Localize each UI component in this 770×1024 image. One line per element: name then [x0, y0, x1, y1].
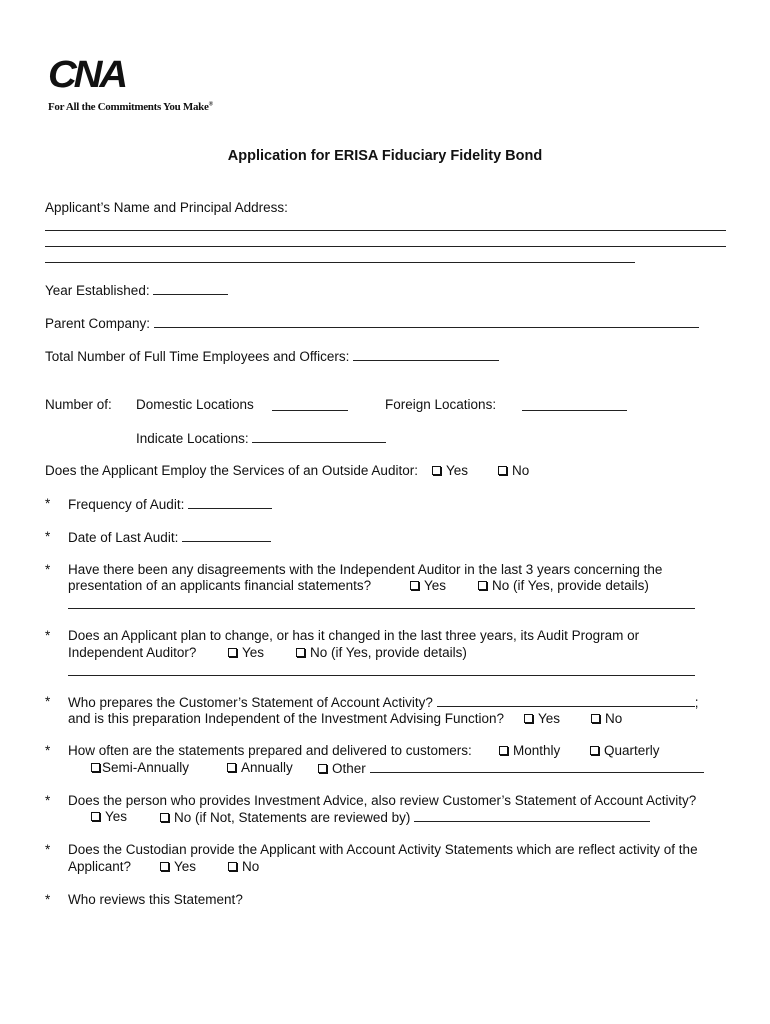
employees-label: Total Number of Full Time Employees and Officers:: [45, 349, 350, 364]
year-established-row: [45, 282, 228, 298]
audit-change-question-line-2: Independent Auditor?: [68, 645, 197, 660]
frequency-label: Frequency of Audit:: [68, 497, 185, 512]
frequency-field[interactable]: [188, 496, 272, 509]
checkbox-icon[interactable]: [499, 746, 508, 755]
employees-field[interactable]: [353, 348, 499, 361]
form-title: Application for ERISA Fiduciary Fidelity Bond: [227, 148, 543, 164]
domestic-locations-field[interactable]: [272, 398, 348, 411]
checkbox-icon[interactable]: [91, 812, 100, 821]
frequency-monthly[interactable]: [499, 743, 560, 758]
bullet-asterisk: *: [45, 892, 51, 907]
foreign-locations-label: Foreign Locations:: [385, 397, 497, 412]
yes-label: Yes: [538, 711, 561, 726]
outside-auditor-question: Does the Applicant Employ the Services of an Outside Auditor:: [45, 463, 418, 478]
checkbox-icon[interactable]: [296, 648, 305, 657]
bullet-asterisk: *: [45, 496, 51, 511]
how-often-question: How often are the statements prepared and delivered to customers:: [68, 743, 472, 758]
prepares-label: Who prepares the Customer’s Statement of Account Activity?: [68, 695, 433, 710]
no-label: No: [242, 859, 260, 874]
prepares-question-line-1: [68, 694, 698, 710]
audit-change-question-line-1: Does an Applicant plan to change, or has it changed in the last three years, its Audit Program or: [68, 628, 640, 643]
independent-yes[interactable]: [524, 711, 560, 726]
disagreement-question-line-1: Have there been any disagreements with the Independent Auditor in the last 3 years concerning the: [68, 562, 663, 577]
domestic-locations-label: Domestic Locations: [136, 397, 254, 412]
independent-no[interactable]: [591, 711, 622, 726]
tagline-text: For All the Commitments You Make: [48, 101, 209, 113]
applicant-address-line-1[interactable]: [45, 230, 726, 231]
parent-company-field[interactable]: [154, 315, 699, 328]
outside-auditor-yes[interactable]: [432, 463, 468, 478]
bullet-asterisk: *: [45, 628, 51, 643]
no-details-label: No (if Yes, provide details): [310, 645, 467, 660]
bullet-asterisk: *: [45, 793, 51, 808]
checkbox-icon[interactable]: [524, 714, 533, 723]
semi-annually-label: Semi-Annually: [102, 760, 190, 775]
company-tagline: [48, 101, 213, 113]
audit-change-no[interactable]: [296, 645, 467, 660]
checkbox-icon[interactable]: [590, 746, 599, 755]
monthly-label: Monthly: [513, 743, 561, 758]
prepares-semicolon: ;: [694, 695, 699, 710]
year-established-field[interactable]: [153, 282, 228, 295]
reviewed-by-field[interactable]: [414, 809, 650, 822]
audit-change-yes[interactable]: [228, 645, 264, 660]
indicate-locations-label: Indicate Locations:: [136, 431, 249, 446]
indicate-locations-row: [136, 430, 386, 446]
custodian-question-line-1: Does the Custodian provide the Applicant with Account Activity Statements which are reflect activity of the: [68, 842, 698, 857]
custodian-no[interactable]: [228, 859, 259, 874]
disagreement-yes[interactable]: [410, 578, 446, 593]
no-details-label: No (if Yes, provide details): [492, 578, 649, 593]
bullet-asterisk: *: [45, 529, 51, 544]
checkbox-icon[interactable]: [228, 862, 237, 871]
checkbox-icon[interactable]: [410, 581, 419, 590]
frequency-annually[interactable]: [227, 760, 293, 775]
employees-row: [45, 348, 499, 364]
prepares-field[interactable]: [437, 694, 695, 707]
parent-company-label: Parent Company:: [45, 316, 151, 331]
frequency-quarterly[interactable]: [590, 743, 660, 758]
no-label: No: [605, 711, 623, 726]
last-audit-label: Date of Last Audit:: [68, 530, 179, 545]
advice-question: Does the person who provides Investment Advice, also review Customer’s Statement of Account Activity?: [68, 793, 697, 808]
checkbox-icon[interactable]: [227, 763, 236, 772]
checkbox-icon[interactable]: [160, 813, 169, 822]
parent-company-row: [45, 315, 699, 331]
checkbox-icon[interactable]: [498, 466, 507, 475]
audit-change-details-line[interactable]: [68, 675, 695, 676]
no-reviewed-by-label: No (if Not, Statements are reviewed by): [174, 810, 411, 825]
checkbox-icon[interactable]: [91, 763, 100, 772]
yes-label: Yes: [105, 809, 128, 824]
custodian-question-line-2: Applicant?: [68, 859, 132, 874]
year-established-label: Year Established:: [45, 283, 150, 298]
no-label: No: [512, 463, 530, 478]
disagreement-no[interactable]: [478, 578, 649, 593]
frequency-row: [68, 496, 272, 512]
disagreement-question-line-2: presentation of an applicants financial statements?: [68, 578, 372, 593]
frequency-other[interactable]: [318, 760, 704, 776]
outside-auditor-no[interactable]: [498, 463, 529, 478]
quarterly-label: Quarterly: [604, 743, 660, 758]
checkbox-icon[interactable]: [478, 581, 487, 590]
indicate-locations-field[interactable]: [252, 430, 386, 443]
foreign-locations-field[interactable]: [522, 398, 627, 411]
number-of-label: Number of:: [45, 397, 112, 412]
other-field[interactable]: [370, 760, 704, 773]
other-label: Other: [332, 761, 366, 776]
checkbox-icon[interactable]: [160, 862, 169, 871]
yes-label: Yes: [446, 463, 469, 478]
advice-no[interactable]: [160, 809, 650, 825]
applicant-address-line-3[interactable]: [45, 262, 635, 263]
bullet-asterisk: *: [45, 743, 51, 758]
bullet-asterisk: *: [45, 842, 51, 857]
cna-logo: CNA: [48, 54, 125, 96]
applicant-label: Applicant’s Name and Principal Address:: [45, 200, 288, 215]
advice-yes[interactable]: [91, 809, 127, 824]
disagreement-details-line[interactable]: [68, 608, 695, 609]
prepares-question-line-2: and is this preparation Independent of the Investment Advising Function?: [68, 711, 505, 726]
custodian-yes[interactable]: [160, 859, 196, 874]
bullet-asterisk: *: [45, 562, 51, 577]
checkbox-icon[interactable]: [432, 466, 441, 475]
last-audit-row: [68, 529, 271, 545]
annually-label: Annually: [241, 760, 293, 775]
last-audit-field[interactable]: [182, 529, 271, 542]
checkbox-icon[interactable]: [591, 714, 600, 723]
who-reviews-question: Who reviews this Statement?: [68, 892, 243, 907]
checkbox-icon[interactable]: [228, 648, 237, 657]
checkbox-icon[interactable]: [318, 764, 327, 773]
bullet-asterisk: *: [45, 694, 51, 709]
yes-label: Yes: [174, 859, 197, 874]
yes-label: Yes: [242, 645, 265, 660]
yes-label: Yes: [424, 578, 447, 593]
applicant-address-line-2[interactable]: [45, 246, 726, 247]
frequency-semi-annually[interactable]: [91, 760, 189, 775]
registered-mark: ®: [208, 101, 213, 108]
